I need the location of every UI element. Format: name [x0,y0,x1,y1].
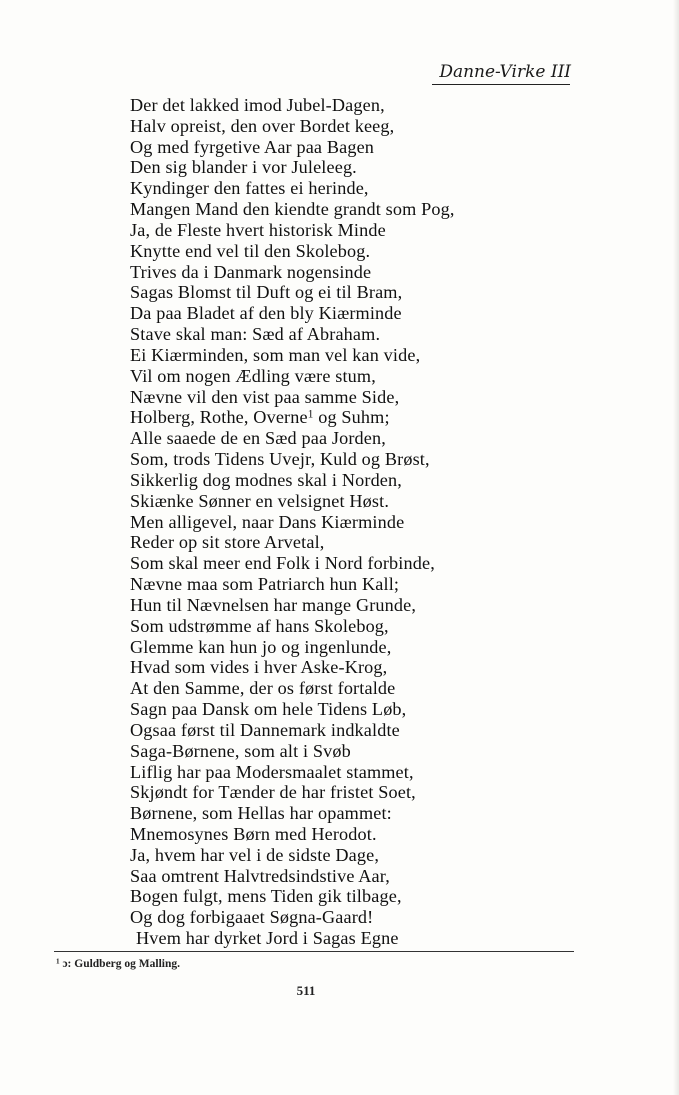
poem-line: Saga-Børnene, som alt i Svøb [130,740,351,761]
poem-text [130,95,455,949]
footnote-marker: 1 [56,957,60,966]
poem-line: Sikkerlig dog modnes skal i Norden, [130,469,402,490]
poem-line: Reder op sit store Arvetal, [130,532,325,553]
header-rule [432,84,570,85]
poem-line: Og dog forbigaaet Søgna-Gaard! [130,907,374,928]
footnote-reference: 1 [307,408,314,421]
poem-line: Ei Kiærminden, som man vel kan vide, [130,344,421,365]
poem-line: Hvem har dyrket Jord i Sagas Egne [136,928,399,949]
poem-line: Kyndinger den fattes ei herinde, [130,178,369,199]
footnote-rule [54,951,574,952]
poem-line: Halv opreist, den over Bordet keeg, [130,115,395,136]
poem-line: Ja, de Fleste hvert historisk Minde [130,219,386,240]
poem-line: At den Samme, der os først fortalde [130,678,396,699]
poem-line: Stave skal man: Sæd af Abraham. [130,324,381,345]
poem-line: Nævne vil den vist paa samme Side, [130,386,400,407]
poem-line: Vil om nogen Ædling være stum, [130,365,376,386]
poem-line: Ogsaa først til Dannemark indkaldte [130,719,400,740]
poem-line: Saa omtrent Halvtredsindstive Aar, [130,865,390,886]
poem-line: Glemme kan hun jo og ingenlunde, [130,636,392,657]
poem-line-head: Holberg, Rothe, Overne [130,407,308,428]
poem-line-with-footnote [130,407,455,428]
poem-line: Børnene, som Hellas har opammet: [130,803,392,824]
poem-line: Mnemosynes Børn med Herodot. [130,823,377,844]
page-edge [673,0,679,1095]
poem-line: Som, trods Tidens Uvejr, Kuld og Brøst, [130,449,430,470]
poem-line: Skiænke Sønner en velsignet Høst. [130,490,390,511]
poem-line: Trives da i Danmark nogensinde [130,261,372,282]
poem-line: Da paa Bladet af den bly Kiærminde [130,303,402,324]
poem-line: Alle saaede de en Sæd paa Jorden, [130,428,386,449]
running-header: Danne-Virke III [439,62,571,82]
poem-line: Der det lakked imod Jubel-Dagen, [130,95,385,115]
footnote [56,958,180,970]
poem-line: Skjøndt for Tænder de har fristet Soet, [130,782,416,803]
poem-line: Nævne maa som Patriarch hun Kall; [130,574,400,595]
poem-line: Liflig har paa Modersmaalet stammet, [130,761,414,782]
poem-line: Hvad som vides i hver Aske-Krog, [130,657,388,678]
poem-line: Bogen fulgt, mens Tiden gik tilbage, [130,886,402,907]
poem-line: Som udstrømme af hans Skolebog, [130,615,389,636]
poem-line: Sagas Blomst til Duft og ei til Bram, [130,282,403,303]
page-number: 511 [296,983,316,998]
poem-line: Hun til Nævnelsen har mange Grunde, [130,594,417,615]
poem-line: Men alligevel, naar Dans Kiærminde [130,511,405,532]
poem-line: Som skal meer end Folk i Nord forbinde, [130,553,435,574]
poem-line: Den sig blander i vor Juleleeg. [130,157,357,178]
poem-line: Mangen Mand den kiendte grandt som Pog, [130,199,455,220]
poem-line-tail: og Suhm; [313,407,390,428]
poem-line: Ja, hvem har vel i de sidste Dage, [130,844,380,865]
poem-line: Knytte end vel til den Skolebog. [130,240,371,261]
poem-line: Og med fyrgetive Aar paa Bagen [130,136,375,157]
footnote-text: ɔ: Guldberg og Malling. [59,958,180,970]
poem-line: Sagn paa Dansk om hele Tidens Løb, [130,699,407,720]
